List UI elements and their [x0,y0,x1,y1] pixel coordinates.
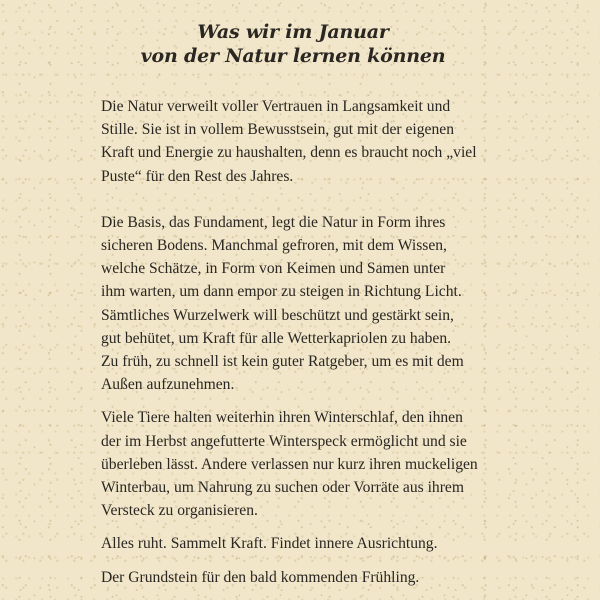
title-line-2: von der Natur lernen können [140,45,446,67]
text-line: Winterbau, um Nahrung zu suchen oder Vorräte aus ihrem [101,479,464,497]
text-line: Die Basis, das Fundament, legt die Natur in Form ihres [101,213,446,231]
text-line: sicheren Bodens. Manchmal gefroren, mit dem Wissen, [101,237,447,255]
text-line: überleben lässt. Andere verlassen nur kurz ihren muckeligen [101,455,478,473]
paragraph-2 [101,211,521,397]
text-line: Puste“ für den Rest des Jahres. [101,167,294,185]
text-line: gut behütet, um Kraft für alle Wetterkapriolen zu haben. [101,329,452,347]
text-line: ihm warten, um dann empor zu steigen in Richtung Licht. [101,283,462,301]
text-line: Stille. Sie ist in vollem Bewusstsein, gut mit der eigenen [101,121,454,139]
text-line: Außen aufzunehmen. [101,376,235,394]
text-line: Alles ruht. Sammelt Kraft. Findet innere Ausrichtung. [101,535,438,553]
paragraph-4 [101,532,521,555]
text-line: welche Schätze, in Form von Keimen und Samen unter [101,260,446,278]
text-line: Sämtliches Wurzelwerk will beschützt und gestärkt sein, [101,306,454,324]
text-line: Versteck zu organisieren. [101,502,258,520]
paragraph-5 [101,566,521,589]
text-line: Zu früh, zu schnell ist kein guter Ratgeber, um es mit dem [101,353,464,371]
text-line: Kraft und Energie zu haushalten, denn es braucht noch „viel [101,144,477,162]
document-body [101,95,521,589]
page-title [93,20,493,68]
paragraph-3 [101,406,521,522]
paragraph-1 [101,95,521,188]
text-line: Viele Tiere halten weiterhin ihren Winterschlaf, den ihnen [101,409,463,427]
text-line: Der Grundstein für den bald kommenden Frühling. [101,568,420,586]
title-line-1: Was wir im Januar [197,21,389,43]
text-line: der im Herbst angefutterte Winterspeck ermöglicht und sie [101,432,467,450]
document-content [101,12,521,599]
text-line: Die Natur verweilt voller Vertrauen in Langsamkeit und [101,98,451,115]
